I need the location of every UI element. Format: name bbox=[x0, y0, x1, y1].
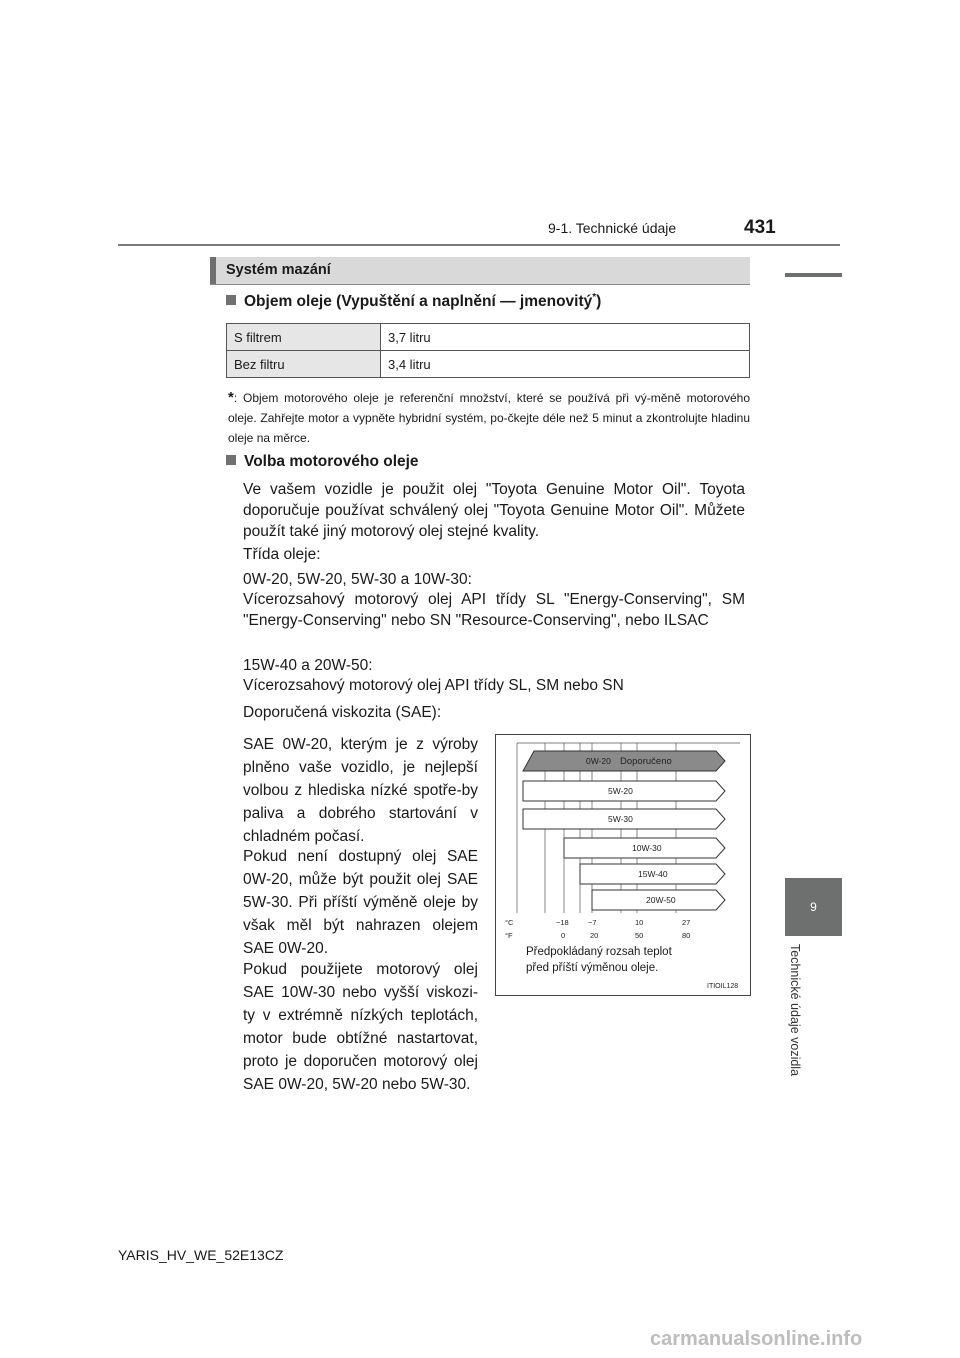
grade-label: 10W-30 bbox=[632, 843, 662, 853]
watermark: carmanualsonline.info bbox=[650, 1328, 863, 1350]
row-label: S filtrem bbox=[227, 324, 381, 351]
row-value: 3,7 litru bbox=[381, 324, 750, 351]
grade-label: 5W-30 bbox=[608, 814, 633, 824]
oil-heading-text: Volba motorového oleje bbox=[244, 453, 419, 470]
table-row bbox=[227, 324, 750, 351]
paragraph: Pokud použijete motorový olej SAE 10W-30 nebo vyšší viskozi-ty v extrémně nízkých teplotách, motor bude obtížné nastartovat, proto je doporučen motorový olej SAE 0W-20, 5W-20 nebo 5W-30. bbox=[243, 961, 478, 1093]
capacity-heading-close: ) bbox=[596, 293, 602, 311]
band-rule bbox=[210, 284, 750, 285]
paragraph: Ve vašem vozidle je použit olej "Toyota Genuine Motor Oil". Toyota doporučuje používat schválený olej "Toyota Genuine Motor Oil". Můžete použít také jiný motorový olej stejné kvality. bbox=[243, 481, 745, 540]
section-band: Systém mazání bbox=[210, 257, 750, 284]
paragraph: Třída oleje: bbox=[243, 546, 321, 563]
celsius-tick: −7 bbox=[588, 918, 597, 927]
paragraph: Vícerozsahový motorový olej API třídy SL "Energy-Conserving", SM "Energy-Conserving" nebo SN "Resource-Conserving", nebo ILSAC bbox=[243, 591, 745, 629]
celsius-tick: 27 bbox=[682, 918, 691, 927]
asterisk: * bbox=[592, 292, 597, 303]
grade-label: 20W-50 bbox=[646, 895, 676, 905]
paragraph: 0W-20, 5W-20, 5W-30 a 10W-30: bbox=[243, 571, 472, 588]
footnote-text: : Objem motorového oleje je referenční množství, které se používá při vý-měně motorového oleje. Zahřejte motor a vypněte hybridní systém, po-čkejte déle než 5 minut a zkontrolujte hladinu oleje na měrce. bbox=[228, 391, 750, 445]
capacity-heading-text: Objem oleje (Vypuštění a naplnění — jmenovitý bbox=[244, 293, 593, 311]
oil-heading bbox=[226, 453, 419, 471]
row-value: 3,4 litru bbox=[381, 351, 750, 378]
side-tab-bar bbox=[785, 273, 842, 277]
figure-caption bbox=[526, 944, 672, 976]
celsius-tick: −18 bbox=[556, 918, 569, 927]
row-label: Bez filtru bbox=[227, 351, 381, 378]
recommended-label: Doporučeno bbox=[620, 756, 672, 767]
capacity-heading bbox=[226, 292, 601, 311]
paragraph: SAE 0W-20, kterým je z výroby plněno vaše vozidlo, je nejlepší volbou z hlediska nízké spotře-by paliva a dobrého startování v chladném počasí. bbox=[243, 736, 478, 845]
caption-line: Předpokládaný rozsah teplot bbox=[526, 946, 672, 958]
fahrenheit-tick: 20 bbox=[590, 931, 599, 940]
celsius-unit: °C bbox=[505, 918, 514, 927]
grade-label: 15W-40 bbox=[638, 869, 668, 879]
grade-label: 5W-20 bbox=[608, 786, 633, 796]
celsius-tick: 10 bbox=[635, 918, 644, 927]
side-tab-number: 9 bbox=[785, 878, 842, 936]
square-bullet-icon bbox=[226, 455, 236, 465]
fahrenheit-tick: 0 bbox=[561, 931, 566, 940]
side-tab-label: Technické údaje vozidla bbox=[788, 944, 802, 1077]
capacity-footnote bbox=[228, 388, 750, 448]
footnote-asterisk: * bbox=[228, 389, 234, 406]
side-tab-label-wrap bbox=[784, 944, 806, 1104]
caption-line: před příští výměnou oleje. bbox=[526, 962, 659, 974]
header-rule bbox=[118, 244, 840, 246]
section-title: 9-1. Technické údaje bbox=[548, 220, 677, 236]
paragraph: Doporučená viskozita (SAE): bbox=[243, 704, 442, 721]
table-row bbox=[227, 351, 750, 378]
square-bullet-icon bbox=[226, 295, 236, 305]
page-number: 431 bbox=[744, 217, 776, 238]
document-code: YARIS_HV_WE_52E13CZ bbox=[118, 1247, 284, 1263]
capacity-table bbox=[226, 323, 750, 378]
fahrenheit-tick: 50 bbox=[635, 931, 644, 940]
paragraph: 15W-40 a 20W-50: bbox=[243, 657, 373, 674]
grade-label: 0W-20 bbox=[586, 756, 611, 766]
fahrenheit-tick: 80 bbox=[682, 931, 691, 940]
figure-id: ITIOIL128 bbox=[707, 983, 739, 990]
paragraph: Vícerozsahový motorový olej API třídy SL, SM nebo SN bbox=[243, 677, 624, 694]
paragraph: Pokud není dostupný olej SAE 0W-20, může být použit olej SAE 5W-30. Při příští výměně oleje by však měl být nahrazen olejem SAE 0W-20. bbox=[243, 848, 478, 957]
fahrenheit-unit: °F bbox=[505, 931, 513, 940]
